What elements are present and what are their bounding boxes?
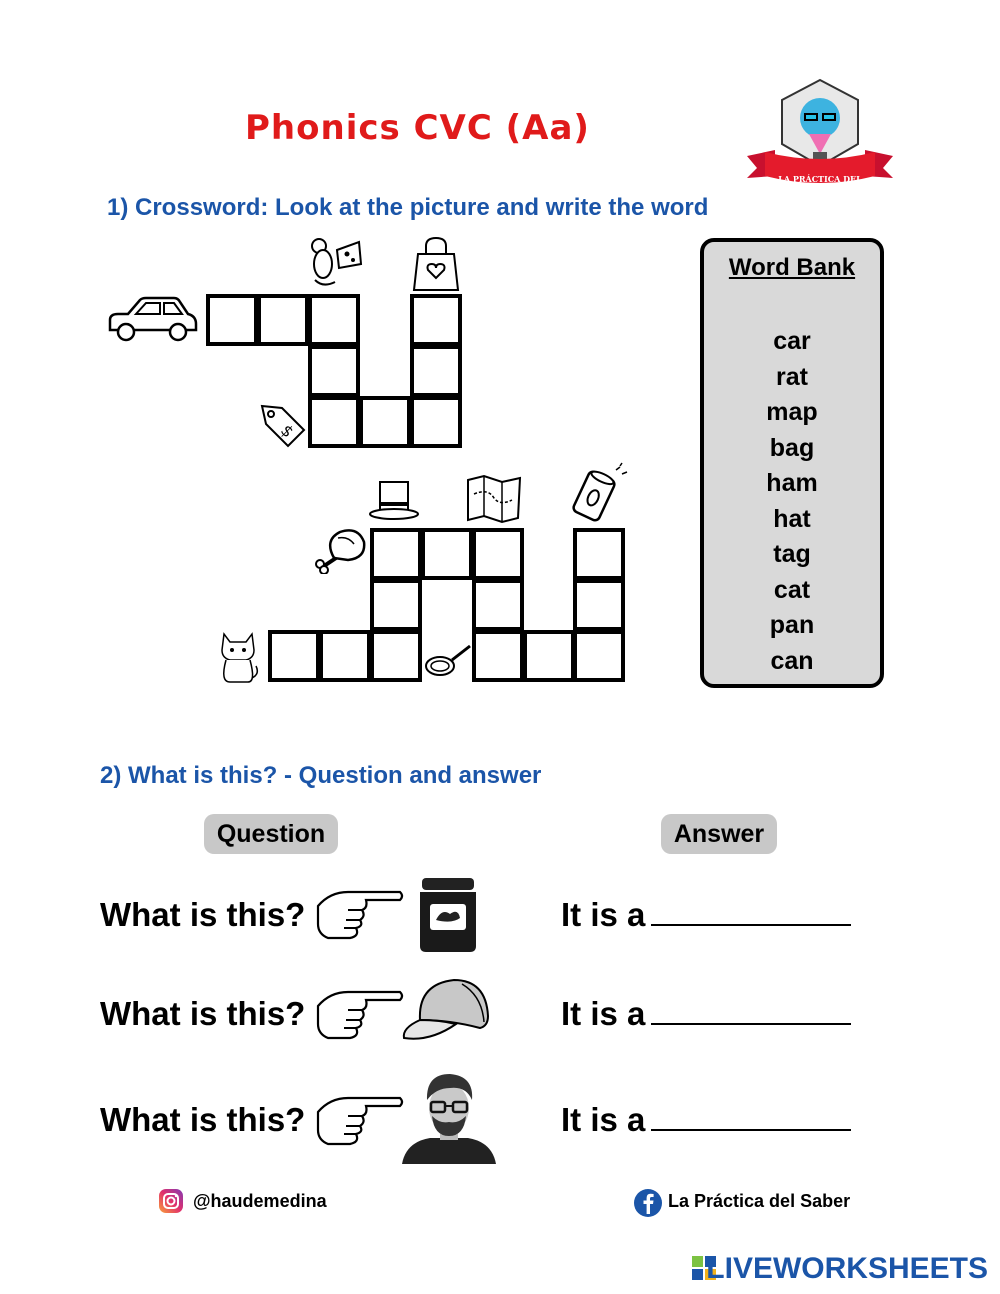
answer-prefix: It is a [561, 896, 646, 933]
crossword-cell-input[interactable] [210, 298, 254, 342]
instagram-icon [158, 1188, 184, 1214]
word-bank-item: map [766, 398, 818, 426]
answer-input[interactable] [651, 1000, 855, 1033]
pointing-hand-icon [314, 984, 404, 1042]
word-bank-item: rat [776, 362, 808, 391]
crossword-cell[interactable] [308, 345, 360, 397]
crossword-cell[interactable] [573, 630, 625, 682]
answer-blank[interactable] [651, 1101, 851, 1131]
crossword-cell-input[interactable] [374, 532, 418, 576]
tag-icon [258, 402, 306, 448]
crossword-cell-input[interactable] [476, 634, 520, 678]
crossword-cell[interactable] [573, 528, 625, 580]
answer-row [561, 1101, 851, 1139]
question-text: What is this? [100, 995, 306, 1032]
crossword-cell[interactable] [359, 396, 411, 448]
crossword-cell[interactable] [523, 630, 575, 682]
svg-text:$: $ [276, 420, 298, 442]
pointing-hand-icon [314, 1090, 404, 1148]
crossword-cell[interactable] [370, 579, 422, 631]
crossword-cell-input[interactable] [577, 634, 621, 678]
answer-row [561, 896, 851, 934]
crossword-cell-input[interactable] [476, 583, 520, 627]
word-bank-item: tag [773, 540, 811, 568]
crossword-cell-input[interactable] [414, 298, 458, 342]
answer-blank[interactable] [651, 995, 851, 1025]
crossword-cell-input[interactable] [374, 634, 418, 678]
word-bank-item: ham [766, 469, 818, 497]
cat-icon [216, 628, 260, 684]
crossword-cell[interactable] [257, 294, 309, 346]
crossword-cell-input[interactable] [476, 532, 520, 576]
crossword-cell[interactable] [308, 396, 360, 448]
word-bank-item: can [770, 646, 814, 675]
section2-heading: 2) What is this? - Question and answer [100, 762, 542, 789]
logo-banner-text: LA PRÁCTICA DEL SABER [778, 174, 862, 194]
answer-prefix: It is a [561, 995, 646, 1032]
crossword-cell-input[interactable] [527, 634, 571, 678]
crossword-cell[interactable] [472, 630, 524, 682]
crossword-cell-input[interactable] [414, 349, 458, 393]
crossword-cell-input[interactable] [374, 583, 418, 627]
crossword-cell[interactable] [308, 294, 360, 346]
crossword-cell[interactable] [472, 579, 524, 631]
answer-blank[interactable] [651, 896, 851, 926]
word-bank [700, 238, 884, 688]
pointing-hand-icon [314, 884, 404, 942]
answer-label: Answer [661, 814, 777, 854]
cap-icon [400, 976, 492, 1046]
answer-input[interactable] [651, 1106, 855, 1139]
word-bank-item: pan [769, 611, 815, 639]
crossword-cell-input[interactable] [312, 349, 356, 393]
answer-input[interactable] [651, 901, 855, 934]
crossword-cell[interactable] [410, 345, 462, 397]
jam-jar-icon [416, 876, 480, 954]
pan-icon [424, 638, 474, 680]
crossword-cell-input[interactable] [312, 400, 356, 444]
word-bank-title: Word Bank [728, 254, 856, 281]
crossword-cell[interactable] [319, 630, 371, 682]
crossword-cell-input[interactable] [363, 400, 407, 444]
ham-icon [314, 528, 366, 574]
answer-row [561, 995, 851, 1033]
crossword-cell[interactable] [268, 630, 320, 682]
crossword-cell[interactable] [410, 294, 462, 346]
crossword-cell-input[interactable] [312, 298, 356, 342]
page-title: Phonics CVC (Aa) [245, 108, 590, 148]
bag-icon [412, 236, 460, 292]
answer-prefix: It is a [561, 1101, 646, 1138]
crossword-cell[interactable] [421, 528, 473, 580]
man-icon [400, 1072, 498, 1164]
crossword-cell-input[interactable] [414, 400, 458, 444]
question-text: What is this? [100, 1101, 306, 1138]
crossword-cell-input[interactable] [425, 532, 469, 576]
map-icon [464, 474, 524, 524]
crossword-cell[interactable] [370, 630, 422, 682]
word-bank-item: car [773, 327, 811, 355]
question-label: Question [204, 814, 338, 854]
crossword-cell[interactable] [206, 294, 258, 346]
crossword-cell[interactable] [472, 528, 524, 580]
word-bank-item: cat [773, 575, 811, 604]
word-bank-item: hat [773, 504, 811, 533]
question-text: What is this? [100, 896, 306, 933]
crossword-cell-input[interactable] [272, 634, 316, 678]
crossword-cell-input[interactable] [323, 634, 367, 678]
rat-icon [305, 236, 363, 290]
hat-icon [368, 476, 420, 522]
liveworksheets-brand: LIVEWORKSHEETS [706, 1252, 988, 1285]
section1-heading: 1) Crossword: Look at the picture and write the word [107, 194, 709, 221]
car-icon [106, 294, 200, 344]
crossword-cell[interactable] [410, 396, 462, 448]
crossword-cell[interactable] [573, 579, 625, 631]
crossword-cell-input[interactable] [577, 583, 621, 627]
crossword-cell-input[interactable] [577, 532, 621, 576]
crossword-cell-input[interactable] [261, 298, 305, 342]
can-icon [568, 462, 632, 524]
crossword-cell[interactable] [370, 528, 422, 580]
facebook-page: La Práctica del Saber [668, 1191, 851, 1211]
facebook-icon [633, 1188, 663, 1218]
word-bank-item: bag [769, 433, 815, 462]
word-bank-list [704, 324, 880, 679]
instagram-handle: @haudemedina [193, 1191, 327, 1211]
logo [745, 78, 895, 194]
